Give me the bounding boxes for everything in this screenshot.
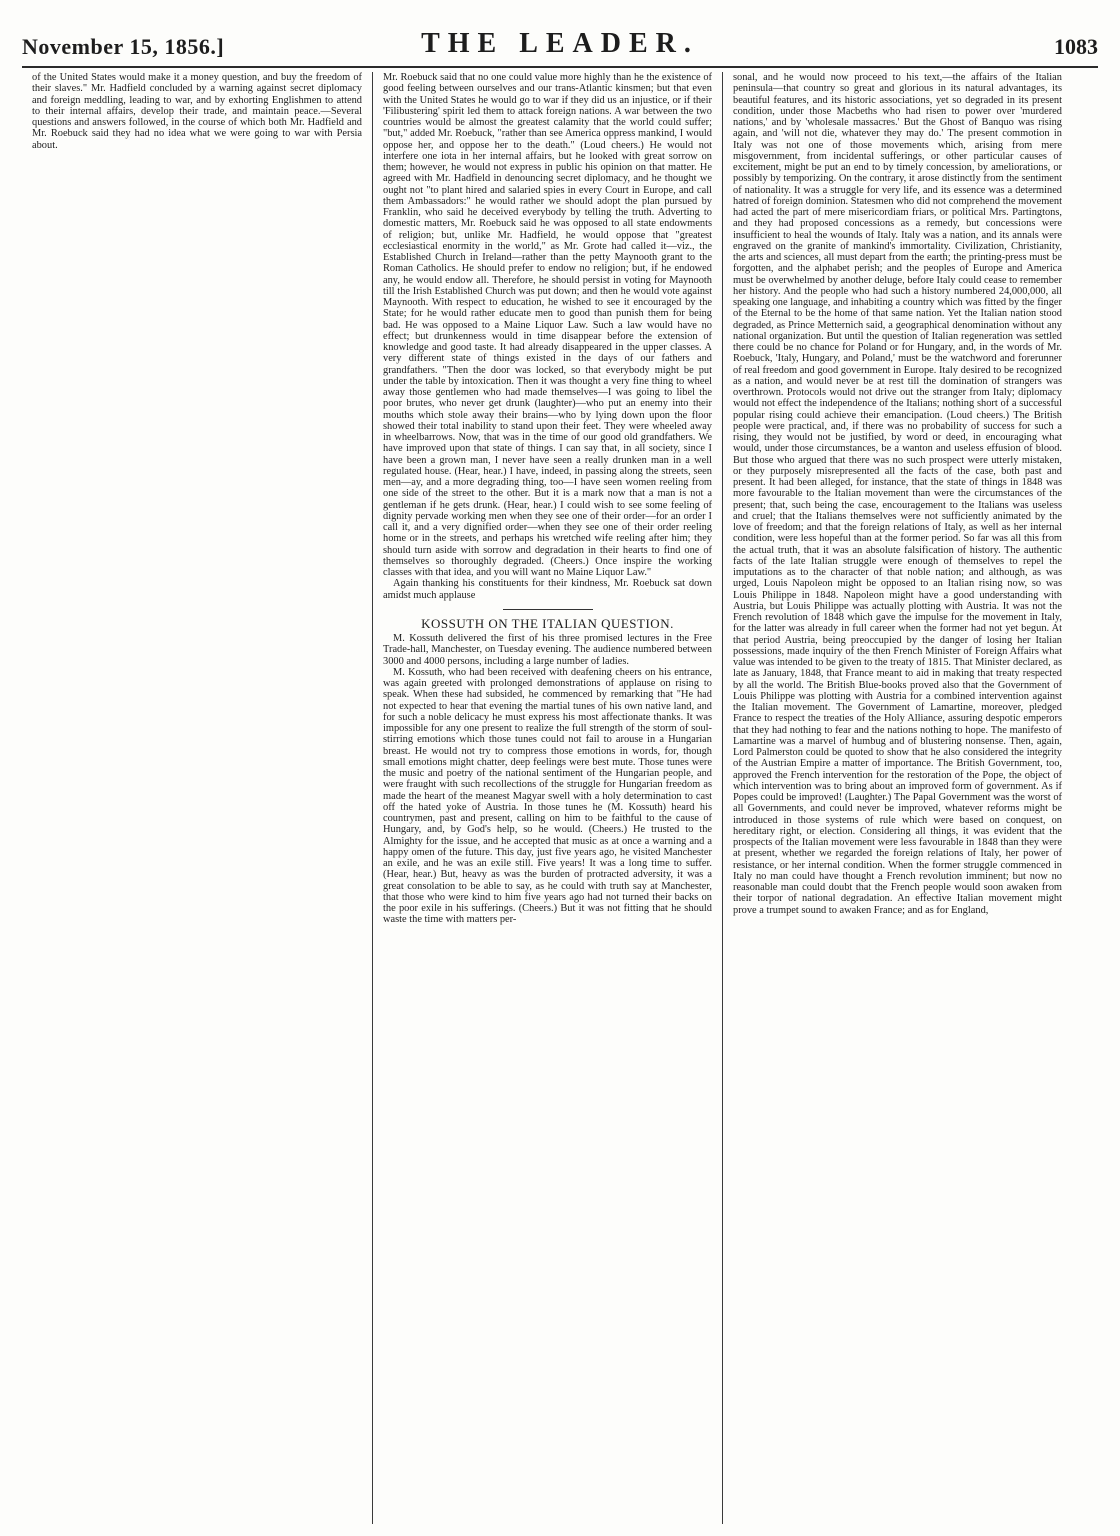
- column-3: [722, 72, 1072, 1524]
- section-divider: [503, 609, 593, 610]
- column-2: [372, 72, 722, 1524]
- masthead: [22, 16, 1098, 68]
- column-2-paragraph: Mr. Roebuck said that no one could value more highly than he the existence of good feeling between ourselves and our trans-Atlantic kinsmen; but that even with the United States he would go to war if they did us an injustice, or if their 'Filibustering' spirit led them to attack foreign nations. A war between the two countries would be almost the greatest calamity that the world could suffer; "but," added Mr. Roebuck, "rather than see America oppress mankind, I would oppose her, and oppose her to the death." (Loud cheers.) He would not interfere one iota in her internal affairs, but he looked with great sorrow on them; however, he would not express in public his opinion on that matter. He agreed with Mr. Hadfield in denouncing secret diplomacy, and he thought we ought not "to plant hired and salaried spies in every Court in Europe, and call them Ambassadors:" he would rather we should adopt the plan pursued by Franklin, who said he deceived everybody by telling the truth. Adverting to domestic matters, Mr. Roebuck said he was opposed to all state endowments of religion; but, unlike Mr. Hadfield, he would oppose that "greatest ecclesiastical enormity in the world," as Mr. Grote had called it—viz., the Established Church in Ireland—rather than the petty Maynooth grant to the Roman Catholics. He should prefer to endow no religion; but, if he endowed any, he would endow all. Therefore, he should persist in voting for Maynooth till the Irish Established Church was put down; and then he would vote against Maynooth. With respect to education, he wished to see it encouraged by the State; for he would rather educate men to good than punish them for being bad. He was opposed to a Maine Liquor Law. Such a law would have no effect; but drunkenness would in time disappear before the extension of knowledge and good taste. It had already disappeared in the upper classes. A very different state of things existed in the days of our fathers and grandfathers. "Then the door was locked, so that everybody might be put under the table by intoxication. Then it was thought a very fine thing to wheel away those gentlemen who had made themselves—I was going to libel the poor brutes, who never get drunk (laughter)—who put an enemy into their mouths which stole away their brains—who by lying down upon the floor showed their total inability to stand upon their feet. They were wheeled away in wheelbarrows. Now, that was in the time of our good old grandfathers. We have improved upon that state of things. I can say that, in all society, since I have been a grown man, I never have seen a really drunken man in a well regulated house. (Hear, hear.) I have, indeed, in passing along the streets, seen men—ay, and a more degrading thing, too—I have seen women reeling from one side of the street to the other. But it is a mark now that a man is not a gentleman if he gets drunk. (Hear, hear.) I could wish to see some feeling of dignity pervade working men when they see one of their order—for an order I call it, and a very dignified order—when they see one of their order reeling home or in the streets, and perhaps his wretched wife reeling after him; they should turn aside with sorrow and degradation in their hearts to find one of themselves so thoroughly degraded. (Cheers.) Once inspire the working classes with that idea, and you will want no Maine Liquor Law.": [383, 72, 712, 578]
- article-heading: KOSSUTH ON THE ITALIAN QUESTION.: [421, 615, 674, 631]
- text-columns: [22, 72, 1098, 1524]
- column-2-paragraph: Again thanking his constituents for their kindness, Mr. Roebuck sat down amidst much applause: [383, 578, 712, 601]
- article-paragraph: M. Kossuth delivered the first of his three promised lectures in the Free Trade-hall, Manchester, on Tuesday evening. The audience numbered between 3000 and 4000 persons, including a large number of ladies.: [383, 633, 712, 667]
- column-1-paragraph: of the United States would make it a money question, and buy the freedom of their slaves." Mr. Hadfield concluded by a warning against secret diplomacy and foreign meddling, leading to war, and by exhorting Englishmen to attend to their internal affairs, develop their trade, and maintain peace.—Several questions and answers followed, in the course of which both Mr. Hadfield and Mr. Roebuck said they had no idea what we were going to war with Persia about.: [32, 72, 362, 151]
- column-1: [22, 72, 372, 1524]
- article-paragraph: M. Kossuth, who had been received with deafening cheers on his entrance, was again greeted with prolonged demonstrations of applause on rising to speak. When these had subsided, he commenced by remarking that "He had not expected to hear that evening the martial tunes of his own native land, and for such a noble delicacy he must express his most affectionate thanks. It was impossible for any one present to realize the full strength of the storm of soul-stirring emotions which those tunes could not fail to arouse in a Hungarian breast. He would not try to compress those emotions in words, for, though small emotions might chatter, deep feelings were best mute. Those tunes were the music and poetry of the national sentiment of the Hungarian people, and were fraught with such recollections of the struggle for Hungarian freedom as made the heart of the meanest Magyar swell with a holy determination to cast off the hated yoke of Austria. In those tunes he (M. Kossuth) heard his countrymen, past and present, calling on him to be faithful to the cause of Hungary, and, by God's help, so he would. (Cheers.) He trusted to the Almighty for the issue, and he accepted that music as at once a warning and a happy omen of the future. This day, just five years ago, he visited Manchester an exile, and he was an exile still. Five years! It was a long time to suffer. (Hear, hear.) But, heavy as was the burden of protracted adversity, it was a great consolation to be able to say, as he could with truth say at Manchester, that those who were kind to him five years ago had not turned their backs on the poor exile in his sufferings. (Cheers.) But it was not fitting that he should waste the time with matters per-: [383, 666, 712, 926]
- newspaper-title: THE LEADER.: [421, 28, 699, 59]
- page-number: 1083: [1054, 34, 1098, 59]
- column-3-paragraph: sonal, and he would now proceed to his text,—the affairs of the Italian peninsula—that country so great and glorious in its natural advantages, its beautiful features, and its historic associations, yet so degraded in its present condition, under those Macbeths who had risen to power over 'murdered nations,' and by 'wholesale massacres.' But the Ghost of Banquo was rising again, and 'will not die, whatever they may do.' The present commotion in Italy was not one of those movements which, arising from mere misgovernment, from incidental sufferings, or other particular causes of excitement, might be put an end to by timely concession, by ameliorations, or possibly by temporizing. On the contrary, it arose distinctly from the sentiment of nationality. It was a struggle for very life, and its essence was a determined hatred of foreign dominion. Statesmen who did not comprehend the movement had acted the part of mere misericordiam friars, or political Mrs. Partingtons, and they had proposed concessions as a remedy, but concessions were insufficient to heal the wounds of Italy. Italy was a nation, and its annals were engraved on the granite of mankind's immortality. Civilization, Christianity, the arts and sciences, all must depart from the earth; the printing-press must be forgotten, and the alphabet perish; and the peoples of Europe and America must be overwhelmed by another deluge, before Italy could cease to remember her history. And the people who had such a history numbered 24,000,000, all speaking one language, and inhabiting a country which was fitted by the finger of the Eternal to be the home of that same nation. Yet the Italian nation stood degraded, as Prince Metternich said, a geographical denomination without any national organization. But until the question of Italian regeneration was settled there could be no chance for Poland or for Hungary, and, in the words of Mr. Roebuck, 'Italy, Hungary, and Poland,' must be the watchword and forerunner of real freedom and good government in Europe. Italy desired to be recognized as a nation, and would never be at rest till the domination of strangers was overthrown. Protocols would not drive out the stranger from Italy; diplomacy would not effect the independence of the Italians; nothing short of a successful popular rising could achieve their emancipation. (Loud cheers.) The British people were practical, and, if there was no probability of success for such a rising, they would not be justified, by word or deed, in encouraging what would, under those circumstances, be a wanton and useless effusion of blood. But those who argued that there was no such prospect were utterly mistaken, or they purposely misrepresented all the facts of the case, both past and present. It had been alleged, for instance, that the state of things in 1848 was more favourable to the Italian movement than were the circumstances of the present; that, such being the case, encouragement to the Italians was useless and cruel; that the Italians themselves were not sufficiently animated by the love of freedom; and that the foreign relations of Italy, as well as her internal condition, were less hopeful than at the former period. So far was all this from the actual truth, that it was an absolute falsification of history. The authentic facts of the late Italian struggle were enough of themselves to repel the imputations as to the character of that noble nation; and although, as was urged, Louis Napoleon might be opposed to an Italian rising now, so was Louis Philippe in 1848. Napoleon might have a good understanding with Austria, but Louis Philippe was actually plotting with Austria. It was not the French revolution of 1848 which gave the impulse for the movement in Italy, for the latter was already in full career when the former had not yet begun. At that period Austria, being preoccupied by the danger of losing her Italian possessions, made inquiry of the then French Minister of Foreign Affairs what value was intended to be given to the treaty of 1815. That Minister declared, as late as January, 1848, that France meant to aid in making that treaty respected by all the world. The British Blue-books proved also that the Government of Louis Philippe was plotting with Austria for a combined intervention against the Italian movement. The Government of Lamartine, moreover, pledged France to respect the treaties of the Holy Alliance, assuring despotic emperors that they had nothing to fear and the nations nothing to hope. The manifesto of Lamartine was a marvel of humbug and of blustering nonsense. Then, again, Lord Palmerston could be quoted to show that he also considered the integrity of the Austrian Empire a matter of importance. The British Government, too, approved the French intervention for the restoration of the Pope, the object of which intervention was to bring about an improved form of government. As if Popes could be improved! (Laughter.) The Papal Government was the worst of all Governments, and could never be improved, whatever reforms might be introduced in those systems of rule which were based on conquest, on hereditary right, or election. Considering all things, it was evident that the prospects of the Italian movement were less favourable in 1848 than they were at present, whether we regarded the foreign relations of Italy, her power of resistance, or her internal condition. When the former struggle commenced in Italy no man could have thought a French revolution imminent; but now no reasonable man could doubt that the French people would soon awaken from their torpor of national degradation. An effective Italian movement might prove a trumpet sound to awaken France; and as for England,: [733, 72, 1062, 916]
- issue-date: November 15, 1856.]: [22, 34, 225, 59]
